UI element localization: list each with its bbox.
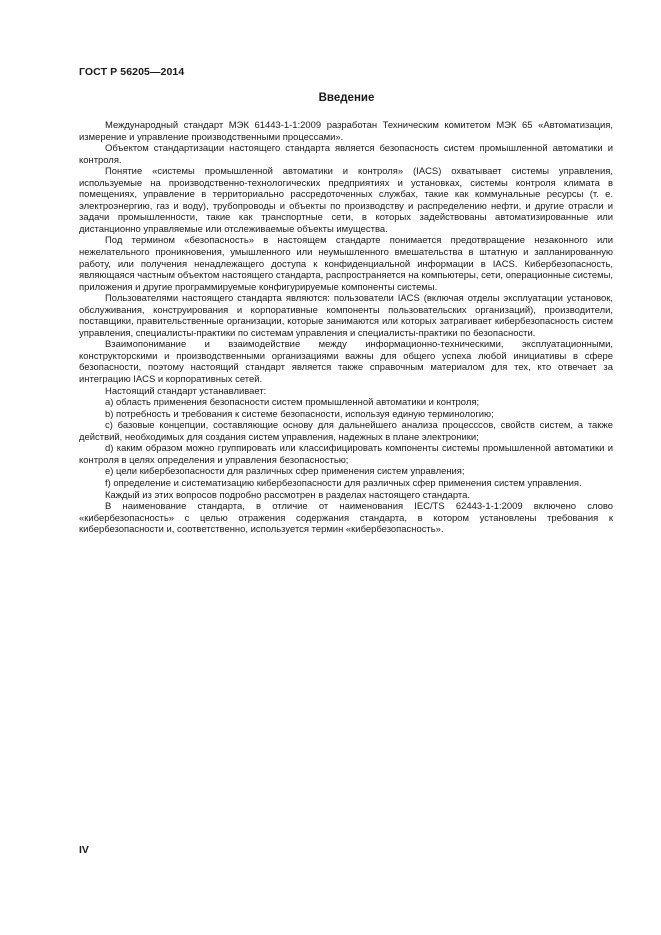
list-item: f) определение и систематизацию кибербезопасности для различных сфер применения систем управления. bbox=[105, 477, 582, 489]
list-item: a) область применения безопасности систем промышленной автоматики и контроля; bbox=[105, 397, 480, 409]
paragraph: Под термином «безопасность» в настоящем стандарте понимается предотвращение незаконного или нежелательного проникновения, умышленного или неумышленного вмешательства в штатную и запланированную работу, или получения ненадлежащего доступа к конфиденциальной информации в IACS. Кибербезопасность, являющаяся частным объектом настоящего стандарта, распространяется на компьютеры, сети, операционные системы, приложения и другие программируемые конфигурируемые компоненты системы. bbox=[79, 235, 613, 293]
paragraph: Каждый из этих вопросов подробно рассмотрен в разделах настоящего стандарта. bbox=[105, 489, 470, 501]
paragraph: Объектом стандартизации настоящего стандарта является безопасность систем промышленной автоматики и контроля. bbox=[79, 143, 613, 166]
paragraph: Понятие «системы промышленной автоматики и контроля» (IACS) охватывает системы управления, используемые на производственно-технологических предприятиях и установках, системы контроля климата в помещениях, управление в территориально рассредоточенных службах, такие как коммунальные ресурсы (т. е. электроэнергию, газ и воду), трубопроводы и объекты по производству и распределению нефти, и другие отрасли и задачи промышленности, такие как транспортные сети, в которых задействованы автоматизированные или дистанционно управляемые или отслеживаемые объекты имущества. bbox=[79, 166, 613, 235]
paragraph: В наименование стандарта, в отличие от наименования IEC/TS 62443-1-1:2009 включено слово «кибербезопасность» с целью отражения содержания стандарта, в котором установлены требования к кибербезопасности и, соответственно, используется термин «кибербезопасность». bbox=[79, 501, 613, 536]
section-title bbox=[0, 92, 661, 104]
section-title-text: Введение bbox=[318, 92, 375, 104]
paragraph: Международный стандарт МЭК 61443-1-1:2009 разработан Техническим комитетом МЭК 65 «Автоматизация, измерение и управление производственными процессами». bbox=[79, 120, 613, 143]
paragraph: Настоящий стандарт устанавливает: bbox=[105, 385, 267, 397]
page-number: IV bbox=[79, 844, 89, 856]
list-item: b) потребность и требования к системе безопасности, используя единую терминологию; bbox=[105, 408, 494, 420]
document-id: ГОСТ Р 56205—2014 bbox=[79, 66, 185, 78]
section-body bbox=[79, 120, 613, 536]
list-item: d) каким образом можно группировать или классифицировать компоненты системы промышленной автоматики и контроля в целях определения и управления безопасностью; bbox=[79, 443, 613, 466]
list-item: e) цели кибербезопасности для различных сфер применения систем управления; bbox=[105, 466, 465, 478]
list-item: c) базовые концепции, составляющие основу для дальнейшего анализа процесссов, свойств систем, а также действий, необходимых для создания систем управления, надежных в плане электроники; bbox=[79, 420, 613, 443]
paragraph: Пользователями настоящего стандарта являются: пользователи IACS (включая отделы эксплуатации установок, обслуживания, конструирования и корпоративные компоненты пользовательских организаций), производители, поставщики, правительственные организации, которые занимаются или которых затрагивает кибербезопасность систем управления, специалисты-практики по системам управления и специалисты-практики по безопасности. bbox=[79, 293, 613, 339]
paragraph: Взаимопонимание и взаимодействие между информационно-техническими, эксплуатационными, конструкторскими и производственными организациями важны для общего успеха любой инициативы в сфере безопасности, поэтому настоящий стандарт является также справочным материалом для тех, кто отвечает за интеграцию IACS и корпоративных сетей. bbox=[79, 339, 613, 386]
